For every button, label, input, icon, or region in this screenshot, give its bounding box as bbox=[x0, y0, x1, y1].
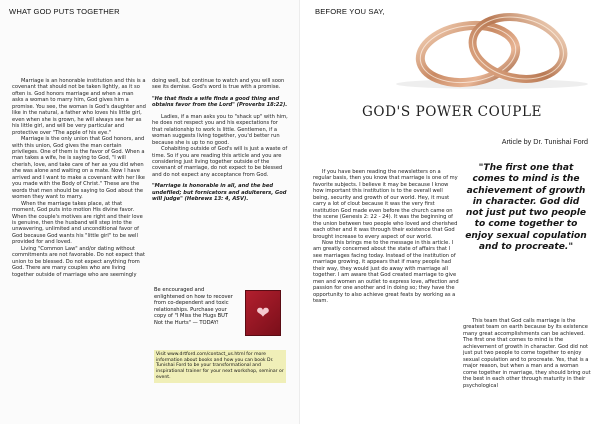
paragraph: doing well, but continue to watch and you will soon see its demise. God's word is true with a promise. bbox=[152, 78, 285, 91]
scripture-quote: "He that finds a wife finds a good thing and obtains favor from the Lord" (Proverbs 18:22). bbox=[152, 95, 288, 109]
scripture-quote: "Marriage is honorable in all, and the bed undefiled; but fornicators and adulterers, God will judge" (Hebrews 13: 4, ASV). bbox=[152, 183, 287, 203]
paragraph: Living "Common Law" and/or dating without commitments are not favorable. Do not expect that union to be blessed. Do not expect anything from God. There are many couples who are living together outside of marriage who are seemingly bbox=[12, 245, 145, 278]
paragraph: When the marriage takes place, at that moment, God puts into motion His divine favor. When the couple's motives are right and their love is genuine, then the husband will step into the unwavering, unlimited and unconditional favor of God because God wants his "little girl" to be well provided for and loved. bbox=[12, 200, 143, 246]
paragraph: Cohabiting outside of God's will is just a waste of time. So if you are reading this article and you are considering just living together outside of the covenant of marriage, do not expect to be blessed and do not expect any acceptance from God. bbox=[152, 146, 288, 178]
article-column-right bbox=[313, 169, 459, 305]
article-column-1 bbox=[12, 78, 146, 278]
heart-icon: ❤ bbox=[256, 303, 270, 322]
paragraph: Marriage is an honorable institution and this is a covenant that should not be taken lightly, as it so often is. God honors marriage and when a man asks a woman to marry him, God gives him a promise. You see, the woman is God's daughter and like in the natural, a father who loves his little girl, even when she is grown, he will always see her as his little girl, and will be very particular and protective over "The apple of his eye." bbox=[12, 78, 146, 136]
paragraph: Now this brings me to the message in this article. I am greatly concerned about the state of affairs that I see marriages facing today. Instead of the institution of marriage growing, it appears that if many people had their way, they would just do away with marriage all together. I am aware that God created marriage to give men and women an outlet to express love, affection and passion for one another and in doing so; they have the opportunity to also achieve great feats by working as a team. bbox=[313, 239, 459, 305]
pull-quote: "The first one that comes to mind is the achievement of growth in character. God did not just put two people to come together to enjoy sexual copulation and to procreate." bbox=[465, 163, 587, 253]
paragraph: If you have been reading the newsletters on a regular basis, then you know that marriage is one of my favorite subjects. I believe it may be because I know how important this institution is to the overall well being, security and growth of our world. Hey, it must carry a lot of clout because it was the very first institution God made even before the church came on the scene (Genesis 2: 22 - 24). It was the beginning of the union between two people who loved and cherished each other and it was through their existence that God brought increase to every aspect of our world. bbox=[313, 169, 458, 240]
right-page bbox=[300, 0, 600, 424]
paragraph: This team that God calls marriage is the greatest team on earth because by its existence many great accomplishments can be achieved. The first one that comes to mind is the achievement of growth in character. God did not just put two people to come together to enjoy sexual copulation and to procreate. Yes, that is a major reason, but when a man and a woman come together in marriage, they should bring out the best in each other through maturity in their psychological bbox=[463, 318, 591, 389]
paragraph: Ladies, if a man asks you to "shack up" with him, he does not respect you and his expectations for that relationship to work is little. Gentlemen, if a woman suggests living together, you'd better run because she is up to no good. bbox=[152, 113, 288, 146]
article-column-right-2 bbox=[463, 318, 591, 389]
right-page-header: BEFORE YOU SAY, "I DO"! bbox=[315, 7, 412, 16]
article-byline: Article by Dr. Tunishai Ford bbox=[501, 137, 588, 146]
left-page-header: WHAT GOD PUTS TOGETHER bbox=[9, 7, 120, 16]
paragraph: Marriage is the only union that God honors, and with this union, God gives the man certain privileges. One of them is the favor of God. When a man takes a wife, he is saying to God, "I will cherish, love, and take care of her as you did when she was alone and waiting on a mate. Now I have arrived and I want to make a covenant with her like you made with the Body of Christ." These are the words that men should be saying to God about the women they want to marry. bbox=[12, 136, 145, 201]
book-cover-image bbox=[245, 290, 281, 336]
ad-text: Be encouraged and enlightened on how to recover from co-dependent and toxic relationships. Purchase your copy of "I Miss the Hugs BUT Not the Hurts" — TODAY! bbox=[154, 287, 233, 326]
wedding-rings-image bbox=[386, 4, 598, 90]
article-title: GOD'S POWER COUPLE bbox=[362, 104, 543, 120]
article-column-2 bbox=[152, 78, 289, 203]
book-advertisement bbox=[154, 287, 284, 380]
website-link-box[interactable]: Visit www.drtford.com/contact_us.html for more information about books and how you can book Dr. Tunishai Ford to be your transformational and inspirational trainer for your next workshop, seminar or event. bbox=[154, 350, 286, 383]
